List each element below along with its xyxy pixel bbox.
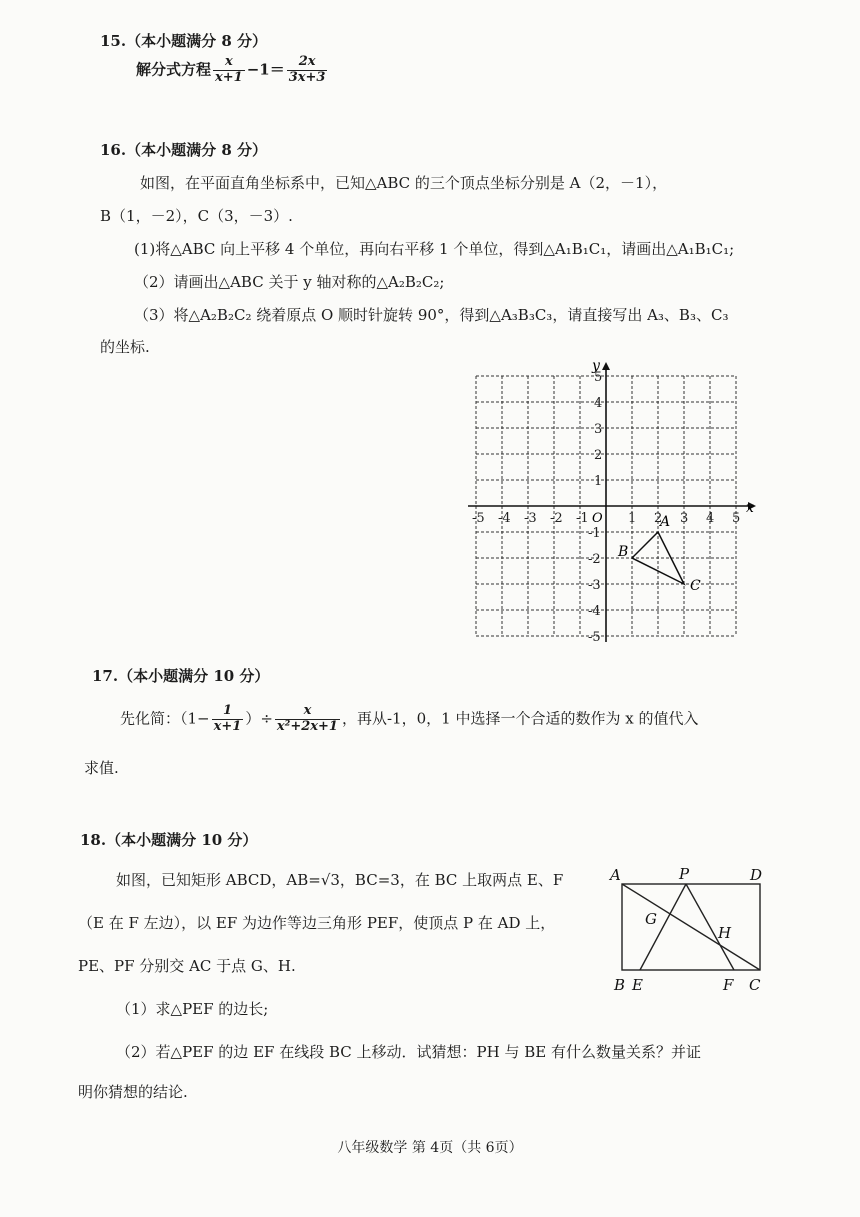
- q17-line2: 求值.: [84, 759, 119, 777]
- x-tick-label: 3: [680, 511, 689, 526]
- y-tick-label: -3: [588, 578, 601, 593]
- y-tick-label: 2: [594, 448, 603, 463]
- y-axis-label: y: [592, 358, 600, 374]
- q15-minus-one: −1＝: [246, 60, 285, 79]
- y-axis-arrow: [602, 362, 610, 370]
- q17-prefix: 先化简：（1−: [120, 709, 210, 728]
- label-b: B: [614, 976, 626, 994]
- label-c: C: [749, 976, 761, 994]
- q16-heading: 16.（本小题满分 8 分）: [100, 141, 267, 159]
- y-tick-label: -4: [588, 604, 601, 619]
- point-label-c: C: [690, 578, 701, 594]
- q17-heading: 17.（本小题满分 10 分）: [92, 667, 270, 685]
- y-tick-label: -1: [588, 526, 601, 541]
- q16-intro-line2: B（1，－2），C（3，－3）.: [100, 207, 293, 225]
- q15-heading: 15.（本小题满分 8 分）: [100, 32, 267, 50]
- q18-part2-line2: 明你猜想的结论.: [78, 1083, 188, 1101]
- y-tick-label: -5: [588, 630, 601, 644]
- x-tick-label: 5: [732, 511, 741, 526]
- label-g: G: [645, 910, 657, 928]
- q18-heading: 18.（本小题满分 10 分）: [80, 831, 258, 849]
- q17-mid: ）÷: [245, 709, 273, 728]
- y-tick-label: 1: [594, 474, 603, 489]
- q16-part2: （2）请画出△ABC 关于 y 轴对称的△A₂B₂C₂;: [134, 273, 445, 291]
- q15-prompt: 解分式方程: [136, 60, 212, 79]
- q18-part1: （1）求△PEF 的边长;: [116, 1000, 269, 1018]
- q17-expression: [120, 704, 698, 735]
- y-tick-label: 4: [594, 396, 603, 411]
- x-tick-label: 2: [654, 511, 663, 526]
- x-tick-label: -2: [550, 511, 563, 526]
- label-p: P: [679, 866, 690, 883]
- origin-label: O: [592, 511, 603, 526]
- point-label-b: B: [618, 544, 629, 560]
- q18-part2-line1: （2）若△PEF 的边 EF 在线段 BC 上移动．试猜想：PH 与 BE 有什么数量关系？并证: [116, 1043, 701, 1061]
- y-tick-label: 3: [594, 422, 603, 437]
- q17-fraction-2: $\frac{x}{\text{x²+2x+1}}$: [276, 703, 338, 734]
- q18-line2: （E 在 F 左边），以 EF 为边作等边三角形 PEF，使顶点 P 在 AD 上，: [78, 914, 556, 932]
- diagonal-ac: [622, 884, 760, 970]
- q17-fraction-1: $\frac{1}{x+1}$: [213, 703, 242, 734]
- label-a: A: [610, 866, 621, 884]
- label-d: D: [750, 866, 763, 884]
- q16-intro-line1: 如图，在平面直角坐标系中，已知△ABC 的三个顶点坐标分别是 A（2，－1），: [140, 174, 668, 192]
- x-axis-label: x: [746, 500, 754, 516]
- x-tick-label: -4: [498, 511, 511, 526]
- x-tick-label: 1: [628, 511, 637, 526]
- q18-rectangle-figure: [608, 866, 774, 996]
- label-f: F: [723, 976, 734, 994]
- x-tick-label: 4: [706, 511, 715, 526]
- q15-fraction-1: $\frac{x}{x+1}$: [215, 54, 243, 85]
- x-tick-label: -5: [472, 511, 485, 526]
- y-tick-label: 5: [594, 370, 603, 385]
- point-label-a: A: [660, 514, 671, 530]
- q18-line3: PE、PF 分别交 AC 于点 G、H.: [78, 957, 296, 975]
- q16-part3-line2: 的坐标.: [100, 338, 150, 356]
- y-tick-label: -2: [588, 552, 601, 567]
- label-e: E: [632, 976, 643, 994]
- q16-coordinate-grid: [462, 344, 774, 644]
- q16-part3-line1: （3）将△A₂B₂C₂ 绕着原点 O 顺时针旋转 90°，得到△A₃B₃C₃，请直接写出 A₃、B₃、C₃: [134, 306, 729, 324]
- q16-part1: (1)将△ABC 向上平移 4 个单位，再向右平移 1 个单位，得到△A₁B₁C₁，请画出△A₁B₁C₁;: [134, 240, 735, 258]
- x-tick-label: -1: [576, 511, 589, 526]
- q15-equation: [136, 55, 329, 86]
- page-footer: 八年级数学 第 4页（共 6页）: [337, 1140, 523, 1156]
- q15-fraction-2: $\frac{2x}{3x+3}$: [288, 54, 326, 85]
- q17-suffix: ，再从-1，0，1 中选择一个合适的数作为 x 的值代入: [341, 709, 699, 728]
- label-h: H: [718, 924, 732, 942]
- x-tick-label: -3: [524, 511, 537, 526]
- q18-line1: 如图，已知矩形 ABCD，AB=√3，BC=3，在 BC 上取两点 E、F: [116, 871, 564, 889]
